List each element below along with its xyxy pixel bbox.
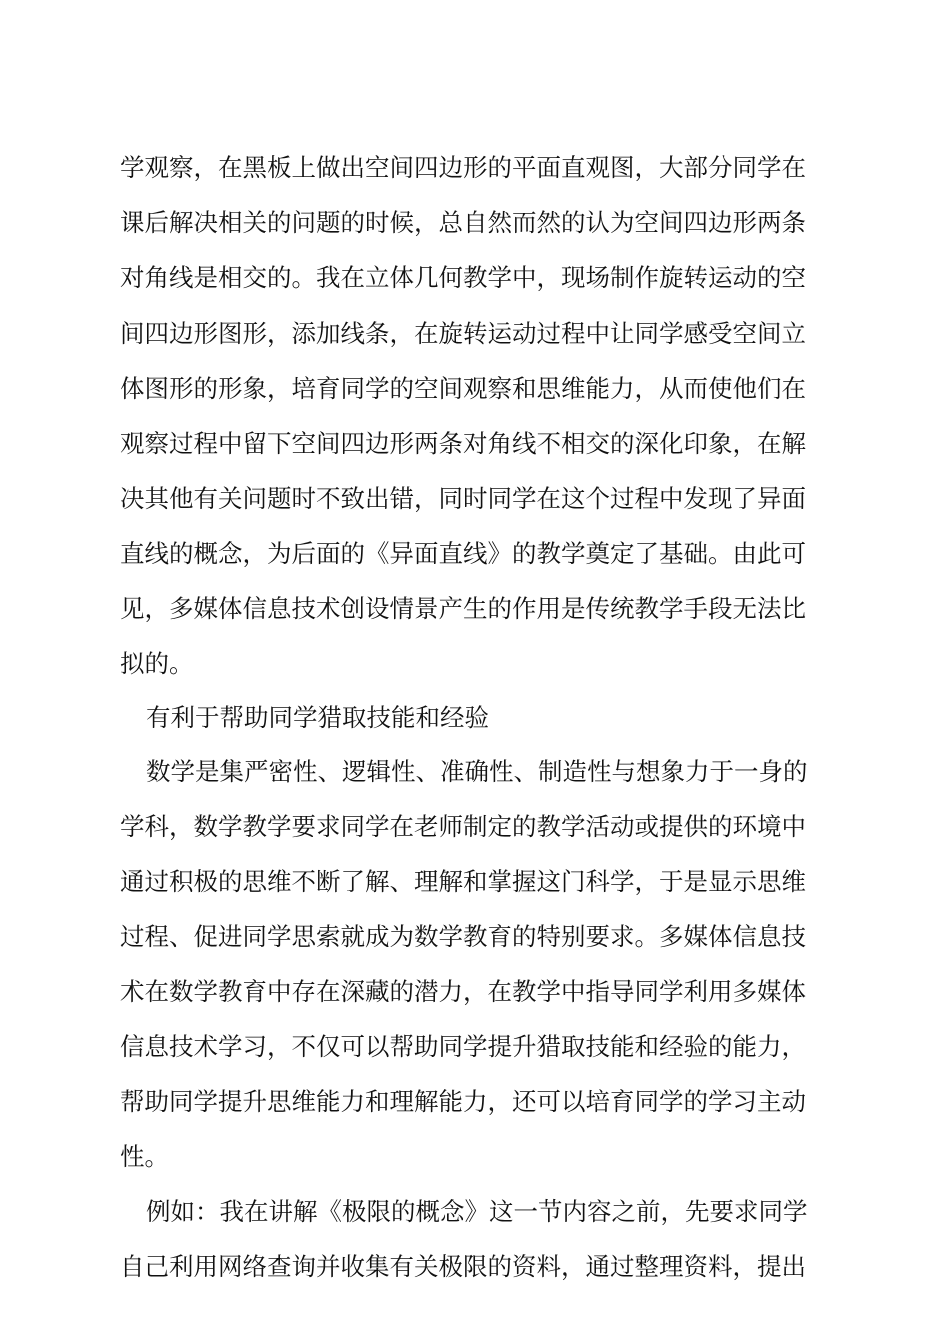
- text-line: 帮助同学提升思维能力和理解能力，还可以培育同学的学习主动: [120, 1087, 806, 1116]
- text-line: 例如：我在讲解《极限的概念》这一节内容之前，先要求同学: [146, 1197, 808, 1226]
- text-line: 术在数学教育中存在深藏的潜力，在教学中指导同学利用多媒体: [120, 977, 806, 1006]
- text-line: 体图形的形象，培育同学的空间观察和思维能力，从而使他们在: [120, 374, 806, 403]
- text-line: 拟的。: [120, 649, 194, 678]
- text-line: 数学是集严密性、逻辑性、准确性、制造性与想象力于一身的: [146, 757, 808, 786]
- text-line: 信息技术学习，不仅可以帮助同学提升猎取技能和经验的能力，: [120, 1032, 806, 1061]
- text-line: 性。: [120, 1142, 169, 1171]
- text-line: 学观察，在黑板上做出空间四边形的平面直观图，大部分同学在: [120, 153, 806, 182]
- text-line: 自己利用网络查询并收集有关极限的资料，通过整理资料，提出: [120, 1252, 806, 1281]
- section-heading: 有利于帮助同学猎取技能和经验: [146, 703, 489, 732]
- text-line: 过程、促进同学思索就成为数学教育的特别要求。多媒体信息技: [120, 922, 806, 951]
- text-line: 通过积极的思维不断了解、理解和掌握这门科学，于是显示思维: [120, 867, 806, 896]
- text-line: 见，多媒体信息技术创设情景产生的作用是传统教学手段无法比: [120, 594, 806, 623]
- text-line: 观察过程中留下空间四边形两条对角线不相交的深化印象，在解: [120, 429, 806, 458]
- text-line: 课后解决相关的问题的时候，总自然而然的认为空间四边形两条: [120, 208, 806, 237]
- text-line: 学科，数学教学要求同学在老师制定的教学活动或提供的环境中: [120, 812, 806, 841]
- text-line: 间四边形图形，添加线条，在旋转运动过程中让同学感受空间立: [120, 319, 806, 348]
- text-line: 直线的概念，为后面的《异面直线》的教学奠定了基础。由此可: [120, 539, 806, 568]
- text-line: 对角线是相交的。我在立体几何教学中，现场制作旋转运动的空: [120, 263, 806, 292]
- text-line: 决其他有关问题时不致出错，同时同学在这个过程中发现了异面: [120, 484, 806, 513]
